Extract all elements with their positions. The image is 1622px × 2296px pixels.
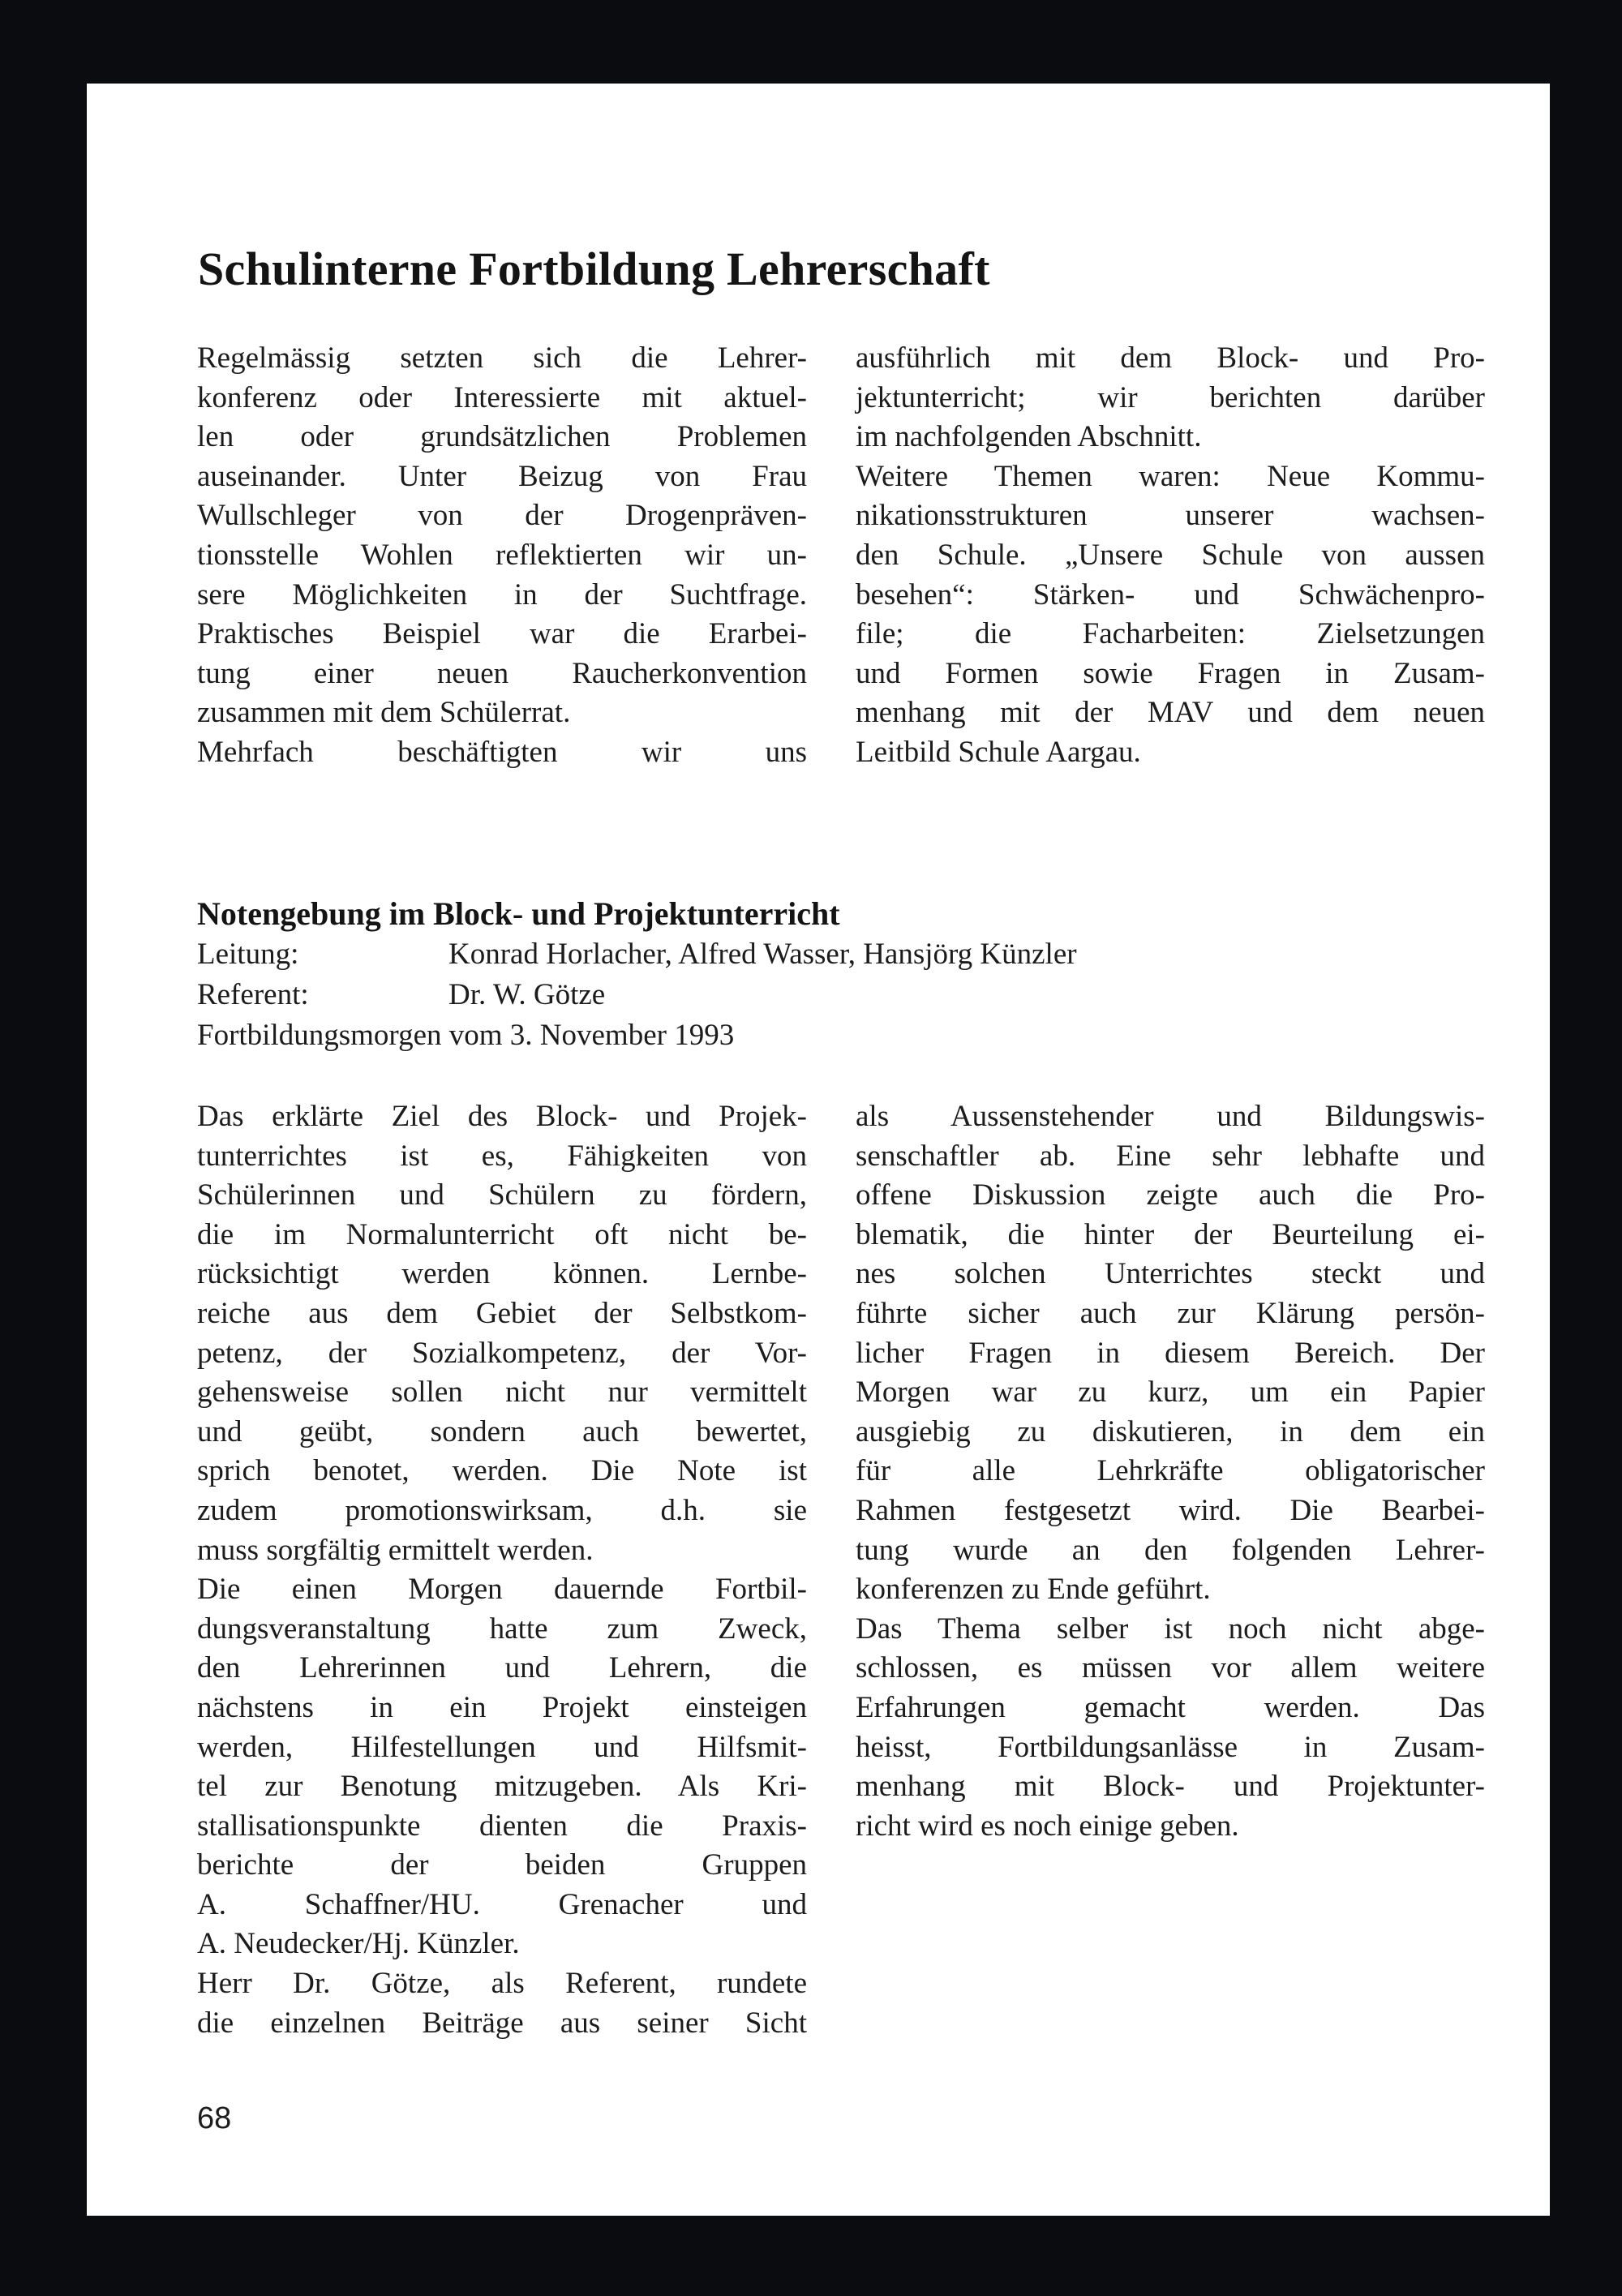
text-line: berichte der beiden Gruppen xyxy=(197,1848,807,1882)
text-line: offene Diskussion zeigte auch die Pro- xyxy=(856,1178,1485,1212)
text-line: Die einen Morgen dauernde Fortbil- xyxy=(197,1573,807,1607)
text-line: tung wurde an den folgenden Lehrer- xyxy=(856,1533,1485,1567)
document-page xyxy=(87,84,1550,2216)
text-line: und Formen sowie Fragen in Zusam- xyxy=(856,656,1485,690)
text-line: Das erklärte Ziel des Block- und Projek- xyxy=(197,1100,807,1133)
text-line: auseinander. Unter Beizug von Frau xyxy=(197,459,807,493)
text-line: zusammen mit dem Schülerrat. xyxy=(197,696,571,730)
section2-column-left xyxy=(197,1097,807,2043)
text-line: gehensweise sollen nicht nur vermittelt xyxy=(197,1375,807,1410)
text-line: Rahmen festgesetzt wird. Die Bearbei- xyxy=(856,1493,1485,1527)
text-line: Morgen war zu kurz, um ein Papier xyxy=(856,1375,1485,1410)
text-line: konferenz oder Interessierte mit aktuel- xyxy=(197,380,807,414)
meta-referent-label: Referent: xyxy=(197,978,309,1011)
section-title-schulinterne-fortbildung: Schulinterne Fortbildung Lehrerschaft xyxy=(198,242,990,295)
meta-leitung-label: Leitung: xyxy=(197,938,299,971)
text-line: heisst, Fortbildungsanlässe in Zusam- xyxy=(856,1730,1485,1764)
text-line: Weitere Themen waren: Neue Kommu- xyxy=(856,459,1485,493)
text-line: als Aussenstehender und Bildungswis- xyxy=(856,1100,1485,1133)
text-line: len oder grundsätzlichen Problemen xyxy=(197,420,807,454)
text-line: muss sorgfältig ermittelt werden. xyxy=(197,1533,594,1567)
text-line: sere Möglichkeiten in der Suchtfrage. xyxy=(197,577,807,612)
text-line: licher Fragen in diesem Bereich. Der xyxy=(856,1336,1485,1370)
page-number: 68 xyxy=(197,2101,232,2135)
text-line: den Schule. „Unsere Schule von aussen xyxy=(856,538,1485,572)
text-line: Das Thema selber ist noch nicht abge- xyxy=(856,1611,1485,1646)
text-line: die im Normalunterricht oft nicht be- xyxy=(197,1217,807,1251)
text-line: Mehrfach beschäftigten wir uns xyxy=(197,735,807,769)
section1-column-right xyxy=(856,339,1485,773)
text-line: sprich benotet, werden. Die Note ist xyxy=(197,1454,807,1488)
text-line: für alle Lehrkräfte obligatorischer xyxy=(856,1454,1485,1488)
text-line: zudem promotionswirksam, d.h. sie xyxy=(197,1493,807,1527)
text-line: Erfahrungen gemacht werden. Das xyxy=(856,1690,1485,1724)
text-line: file; die Facharbeiten: Zielsetzungen xyxy=(856,617,1485,651)
text-line: A. Schaffner/HU. Grenacher und xyxy=(197,1887,807,1921)
text-line: besehen“: Stärken- und Schwächenpro- xyxy=(856,577,1485,612)
text-line: blematik, die hinter der Beurteilung ei- xyxy=(856,1217,1485,1251)
text-line: tel zur Benotung mitzugeben. Als Kri- xyxy=(197,1770,807,1804)
text-line: tung einer neuen Raucherkonvention xyxy=(197,656,807,690)
text-line: nächstens in ein Projekt einsteigen xyxy=(197,1690,807,1724)
text-line: stallisationspunkte dienten die Praxis- xyxy=(197,1809,807,1843)
section2-column-right xyxy=(856,1097,1485,1846)
text-line: dungsveranstaltung hatte zum Zweck, xyxy=(197,1611,807,1646)
text-line: reiche aus dem Gebiet der Selbstkom- xyxy=(197,1296,807,1330)
text-line: richt wird es noch einige geben. xyxy=(856,1809,1239,1843)
text-line: jektunterricht; wir berichten darüber xyxy=(856,380,1485,414)
text-line: konferenzen zu Ende geführt. xyxy=(856,1573,1211,1607)
meta-date: Fortbildungsmorgen vom 3. November 1993 xyxy=(197,1019,735,1052)
meta-referent-value: Dr. W. Götze xyxy=(448,978,606,1011)
section-title-notengebung: Notengebung im Block- und Projektunterricht xyxy=(197,895,840,932)
text-line: tionsstelle Wohlen reflektierten wir un- xyxy=(197,538,807,572)
text-line: Schülerinnen und Schülern zu fördern, xyxy=(197,1178,807,1212)
text-line: senschaftler ab. Eine sehr lebhafte und xyxy=(856,1139,1485,1173)
meta-leitung-value: Konrad Horlacher, Alfred Wasser, Hansjörg Künzler xyxy=(448,938,1077,971)
text-line: und geübt, sondern auch bewertet, xyxy=(197,1414,807,1448)
text-line: schlossen, es müssen vor allem weitere xyxy=(856,1651,1485,1685)
text-line: A. Neudecker/Hj. Künzler. xyxy=(197,1927,520,1961)
text-line: Praktisches Beispiel war die Erarbei- xyxy=(197,617,807,651)
text-line: Regelmässig setzten sich die Lehrer- xyxy=(197,341,807,375)
text-line: Wullschleger von der Drogenpräven- xyxy=(197,499,807,533)
text-line: Leitbild Schule Aargau. xyxy=(856,735,1141,769)
text-line: menhang mit Block- und Projektunter- xyxy=(856,1770,1485,1804)
meta-leitung xyxy=(197,937,1077,972)
text-line: Herr Dr. Götze, als Referent, rundete xyxy=(197,1967,807,2001)
text-line: tunterrichtes ist es, Fähigkeiten von xyxy=(197,1139,807,1173)
text-line: werden, Hilfestellungen und Hilfsmit- xyxy=(197,1730,807,1764)
text-line: den Lehrerinnen und Lehrern, die xyxy=(197,1651,807,1685)
text-line: die einzelnen Beiträge aus seiner Sicht xyxy=(197,2006,807,2040)
text-line: nikationsstrukturen unserer wachsen- xyxy=(856,499,1485,533)
text-line: ausgiebig zu diskutieren, in dem ein xyxy=(856,1414,1485,1448)
meta-referent xyxy=(197,977,605,1012)
text-line: ausführlich mit dem Block- und Pro- xyxy=(856,341,1485,375)
section1-column-left xyxy=(197,339,807,773)
text-line: im nachfolgenden Abschnitt. xyxy=(856,420,1202,454)
text-line: nes solchen Unterrichtes steckt und xyxy=(856,1257,1485,1291)
text-line: menhang mit der MAV und dem neuen xyxy=(856,696,1485,730)
text-line: petenz, der Sozialkompetenz, der Vor- xyxy=(197,1336,807,1370)
text-line: rücksichtigt werden können. Lernbe- xyxy=(197,1257,807,1291)
text-line: führte sicher auch zur Klärung persön- xyxy=(856,1296,1485,1330)
